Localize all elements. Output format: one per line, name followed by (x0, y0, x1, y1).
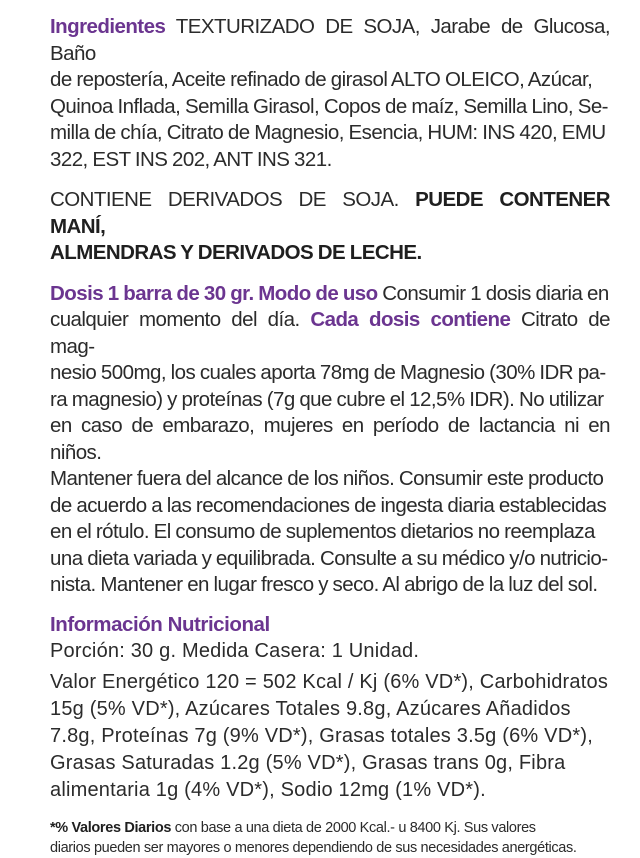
ingredients-paragraph (50, 14, 610, 173)
footnote-bold: *% Valores Diarios (50, 819, 172, 836)
usage-line (50, 307, 610, 360)
usage-line: Mantener fuera del alcance de los niños. Consumir este producto (50, 467, 604, 490)
nutrition-line: Grasas Saturadas 1.2g (5% VD*), Grasas trans 0g, Fibra (50, 751, 566, 774)
ingredients-title: Ingredientes (50, 15, 166, 38)
usage-paragraph (50, 281, 610, 599)
dose-title: Dosis 1 barra de 30 gr. Modo de uso (50, 281, 378, 305)
ingredients-line: Quinoa Inflada, Semilla Girasol, Copos de maíz, Semilla Lino, Se- (50, 94, 608, 118)
ingredients-line: 322, EST INS 202, ANT INS 321. (50, 147, 332, 171)
nutrition-line: alimentaria 1g (4% VD*), Sodio 12mg (1% VD*). (50, 778, 486, 801)
footnote-text: con base a una dieta de 2000 Kcal.- u 8400 Kj. Sus valores (171, 819, 536, 836)
usage-line: ra magnesio) y proteínas (7g que cubre el 12,5% IDR). No utilizar (50, 387, 604, 411)
warning-bold-text: PUEDE CONTENER MANÍ, (50, 188, 610, 238)
usage-text: Consumir 1 dosis diaria en (377, 281, 609, 305)
usage-text: cualquier momento del día. (50, 308, 311, 331)
nutrition-line: 7.8g, Proteínas 7g (9% VD*), Grasas totales 3.5g (6% VD*), (50, 724, 593, 747)
per-dose-title: Cada dosis contiene (310, 308, 511, 331)
usage-line: en caso de embarazo, mujeres en período de lactancia ni en niños. (50, 414, 610, 464)
usage-line: en el rótulo. El consumo de suplementos dietarios no reemplaza (50, 520, 595, 543)
usage-line: nista. Mantener en lugar fresco y seco. Al abrigo de la luz del sol. (50, 573, 598, 596)
product-label (50, 14, 610, 858)
usage-line: una dieta variada y equilibrada. Consulte a su médico y/o nutricio- (50, 546, 608, 570)
ingredients-text: TEXTURIZADO DE SOJA, Jarabe de Glucosa, Baño (50, 15, 610, 65)
warning-line (50, 187, 610, 240)
nutrition-values (50, 669, 610, 804)
usage-line: de acuerdo a las recomendaciones de ingesta diaria establecidas (50, 493, 607, 517)
footnote-line: diarios pueden ser mayores o menores dependiendo de sus necesidades anergéticas. (50, 839, 577, 856)
usage-line (50, 281, 610, 308)
footnote-line (50, 818, 610, 838)
daily-values-footnote (50, 818, 610, 858)
ingredients-line (50, 14, 610, 67)
ingredients-line: milla de chía, Citrato de Magnesio, Esencia, HUM: INS 420, EMU (50, 121, 606, 144)
nutrition-line: Valor Energético 120 = 502 Kcal / Kj (6% VD*), Carbohidratos (50, 670, 609, 693)
usage-text: Citrato de mag- (50, 308, 610, 358)
nutrition-line: 15g (5% VD*), Azúcares Totales 9.8g, Azúcares Añadidos (50, 697, 571, 720)
usage-line: nesio 500mg, los cuales aporta 78mg de Magnesio (30% IDR pa- (50, 361, 606, 384)
ingredients-line: de repostería, Aceite refinado de girasol ALTO OLEICO, Azúcar, (50, 68, 593, 91)
nutrition-title: Información Nutricional (50, 612, 270, 636)
portion-text: Porción: 30 g. Medida Casera: 1 Unidad. (50, 639, 420, 662)
warning-plain-text: CONTIENE DERIVADOS DE SOJA. (50, 188, 416, 211)
warning-bold-line: ALMENDRAS Y DERIVADOS DE LECHE. (50, 241, 422, 264)
allergen-warning (50, 187, 610, 267)
